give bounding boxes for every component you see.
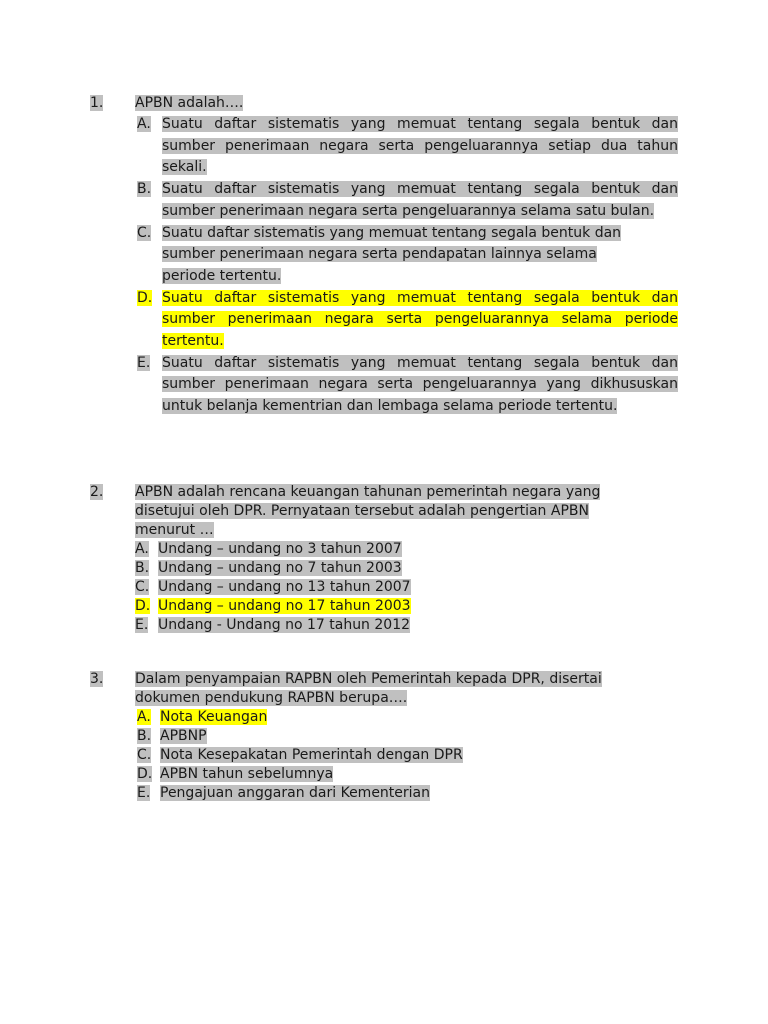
option-label: E. — [137, 354, 151, 371]
option-label: C. — [137, 224, 152, 241]
option-b[interactable] — [135, 559, 650, 578]
option-label: A. — [135, 541, 149, 557]
option-text: Suatu daftar sistematis yang memuat tentang segala bentuk dan sumber penerimaan negara serta pengeluarannya yang dikhususkan untuk belanja kementrian dan lembaga selama periode tertentu. — [162, 354, 678, 415]
option-text: APBN tahun sebelumnya — [160, 766, 334, 782]
option-c[interactable] — [137, 746, 650, 765]
option-e[interactable] — [137, 784, 650, 803]
option-text: Suatu daftar sistematis yang memuat tentang segala bentuk dan sumber penerimaan negara serta pengeluarannya selama satu bulan. — [162, 181, 678, 219]
option-d-correct[interactable] — [137, 288, 678, 353]
question-3 — [90, 670, 650, 803]
option-list — [135, 540, 650, 635]
option-label: E. — [137, 785, 151, 801]
option-text: Suatu daftar sistematis yang memuat tentang segala bentuk dan sumber penerimaan negara serta pendapatan lainnya selama periode tertentu. — [162, 224, 622, 284]
option-label: D. — [137, 289, 153, 306]
option-b[interactable] — [137, 727, 650, 746]
option-label: A. — [137, 116, 151, 132]
option-text: Undang – undang no 13 tahun 2007 — [158, 579, 411, 595]
option-text: Undang – undang no 17 tahun 2003 — [158, 598, 411, 614]
option-text: Nota Kesepakatan Pemerintah dengan DPR — [160, 747, 463, 763]
option-label: B. — [137, 728, 152, 744]
question-2 — [90, 483, 650, 635]
option-list — [137, 708, 650, 803]
option-text: Suatu daftar sistematis yang memuat tentang segala bentuk dan sumber penerimaan negara serta pengeluarannya setiap dua tahun sekali. — [162, 116, 678, 176]
question-2-stem — [90, 483, 650, 540]
option-text: Pengajuan anggaran dari Kementerian — [160, 785, 431, 801]
option-a[interactable] — [137, 114, 678, 179]
option-text: Suatu daftar sistematis yang memuat tentang segala bentuk dan sumber penerimaan negara serta pengeluarannya selama periode tertentu. — [162, 289, 678, 350]
question-number: 2. — [90, 484, 104, 500]
option-d-correct[interactable] — [135, 597, 650, 616]
option-a[interactable] — [135, 540, 650, 559]
question-1-stem — [90, 93, 678, 114]
option-label: D. — [137, 766, 153, 782]
question-text: APBN adalah…. — [135, 95, 244, 111]
option-label: C. — [137, 747, 152, 763]
option-label: C. — [135, 579, 150, 595]
option-b[interactable] — [137, 179, 678, 222]
option-d[interactable] — [137, 765, 650, 784]
option-a-correct[interactable] — [137, 708, 650, 727]
option-text: APBNP — [160, 728, 207, 744]
option-e[interactable] — [137, 353, 678, 418]
option-text: Nota Keuangan — [160, 709, 268, 725]
option-label: B. — [135, 560, 150, 576]
question-number: 1. — [90, 95, 104, 111]
option-label: B. — [137, 181, 152, 198]
question-text: Dalam penyampaian RAPBN oleh Pemerintah kepada DPR, disertai dokumen pendukung RAPBN berupa…. — [135, 671, 602, 706]
option-c[interactable] — [137, 223, 678, 288]
option-e[interactable] — [135, 616, 650, 635]
option-c[interactable] — [135, 578, 650, 597]
question-3-stem — [90, 670, 650, 708]
option-label: A. — [137, 709, 151, 725]
option-list — [137, 114, 678, 418]
question-number: 3. — [90, 671, 104, 687]
question-text: APBN adalah rencana keuangan tahunan pemerintah negara yang disetujui oleh DPR. Pernyataan tersebut adalah pengertian APBN menurut … — [135, 484, 601, 538]
option-text: Undang – undang no 3 tahun 2007 — [158, 541, 402, 557]
option-text: Undang - Undang no 17 tahun 2012 — [158, 617, 411, 633]
option-label: D. — [135, 598, 151, 614]
question-1 — [90, 93, 678, 418]
option-label: E. — [135, 617, 149, 633]
option-text: Undang – undang no 7 tahun 2003 — [158, 560, 402, 576]
